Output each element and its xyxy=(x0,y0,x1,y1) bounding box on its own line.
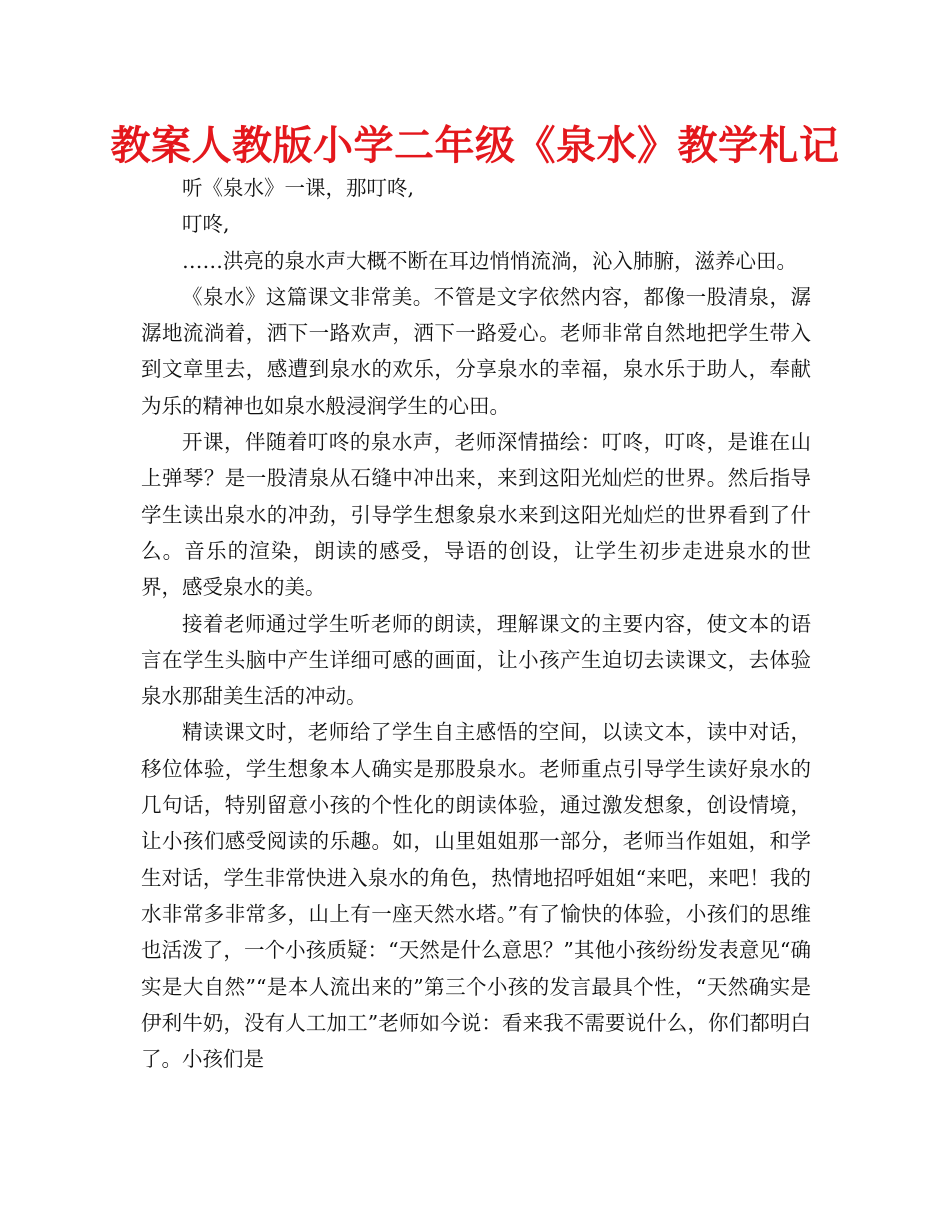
document-body xyxy=(141,170,811,1077)
paragraph: 《泉水》这篇课文非常美。不管是文字依然内容，都像一股清泉，潺潺地流淌着，洒下一路欢声，洒下一路爱心。老师非常自然地把学生带入到文章里去，感遭到泉水的欢乐，分享泉水的幸福，泉水乐于助人，奉献为乐的精神也如泉水般浸润学生的心田。 xyxy=(141,284,811,418)
paragraph: ……洪亮的泉水声大概不断在耳边悄悄流淌，沁入肺腑，滋养心田。 xyxy=(182,248,797,273)
paragraph: 精读课文时，老师给了学生自主感悟的空间，以读文本，读中对话，移位体验，学生想象本人确实是那股泉水。老师重点引导学生读好泉水的几句话，特别留意小孩的个性化的朗读体验，通过激发想象，创设情境，让小孩们感受阅读的乐趣。如，山里姐姐那一部分，老师当作姐姐，和学生对话，学生非常快进入泉水的角色，热情地招呼姐姐“来吧，来吧！我的水非常多非常多，山上有一座天然水塔。”有了愉快的体验，小孩们的思维也活泼了，一个小孩质疑：“天然是什么意思？”其他小孩纷纷发表意见“确实是大自然”“是本人流出来的”第三个小孩的发言最具个性，“天然确实是伊利牛奶，没有人工加工”老师如今说：看来我不需要说什么，你们都明白了。小孩们是 xyxy=(141,720,811,1072)
paragraph: 开课，伴随着叮咚的泉水声，老师深情描绘：叮咚，叮咚，是谁在山上弹琴？是一股清泉从石缝中冲出来，来到这阳光灿烂的世界。然后指导学生读出泉水的冲劲，引导学生想象泉水来到这阳光灿烂的世界看到了什么。音乐的渲染，朗读的感受，导语的创设，让学生初步走进泉水的世界，感受泉水的美。 xyxy=(141,430,811,600)
paragraph: 听《泉水》一课，那叮咚, xyxy=(182,176,415,200)
paragraph: 接着老师通过学生听老师的朗读，理解课文的主要内容，使文本的语言在学生头脑中产生详细可感的画面，让小孩产生迫切去读课文，去体验泉水那甜美生活的冲动。 xyxy=(141,611,811,709)
document-title: 教案人教版小学二年级《泉水》教学札记 xyxy=(110,123,840,169)
paragraph: 叮咚, xyxy=(182,212,230,237)
